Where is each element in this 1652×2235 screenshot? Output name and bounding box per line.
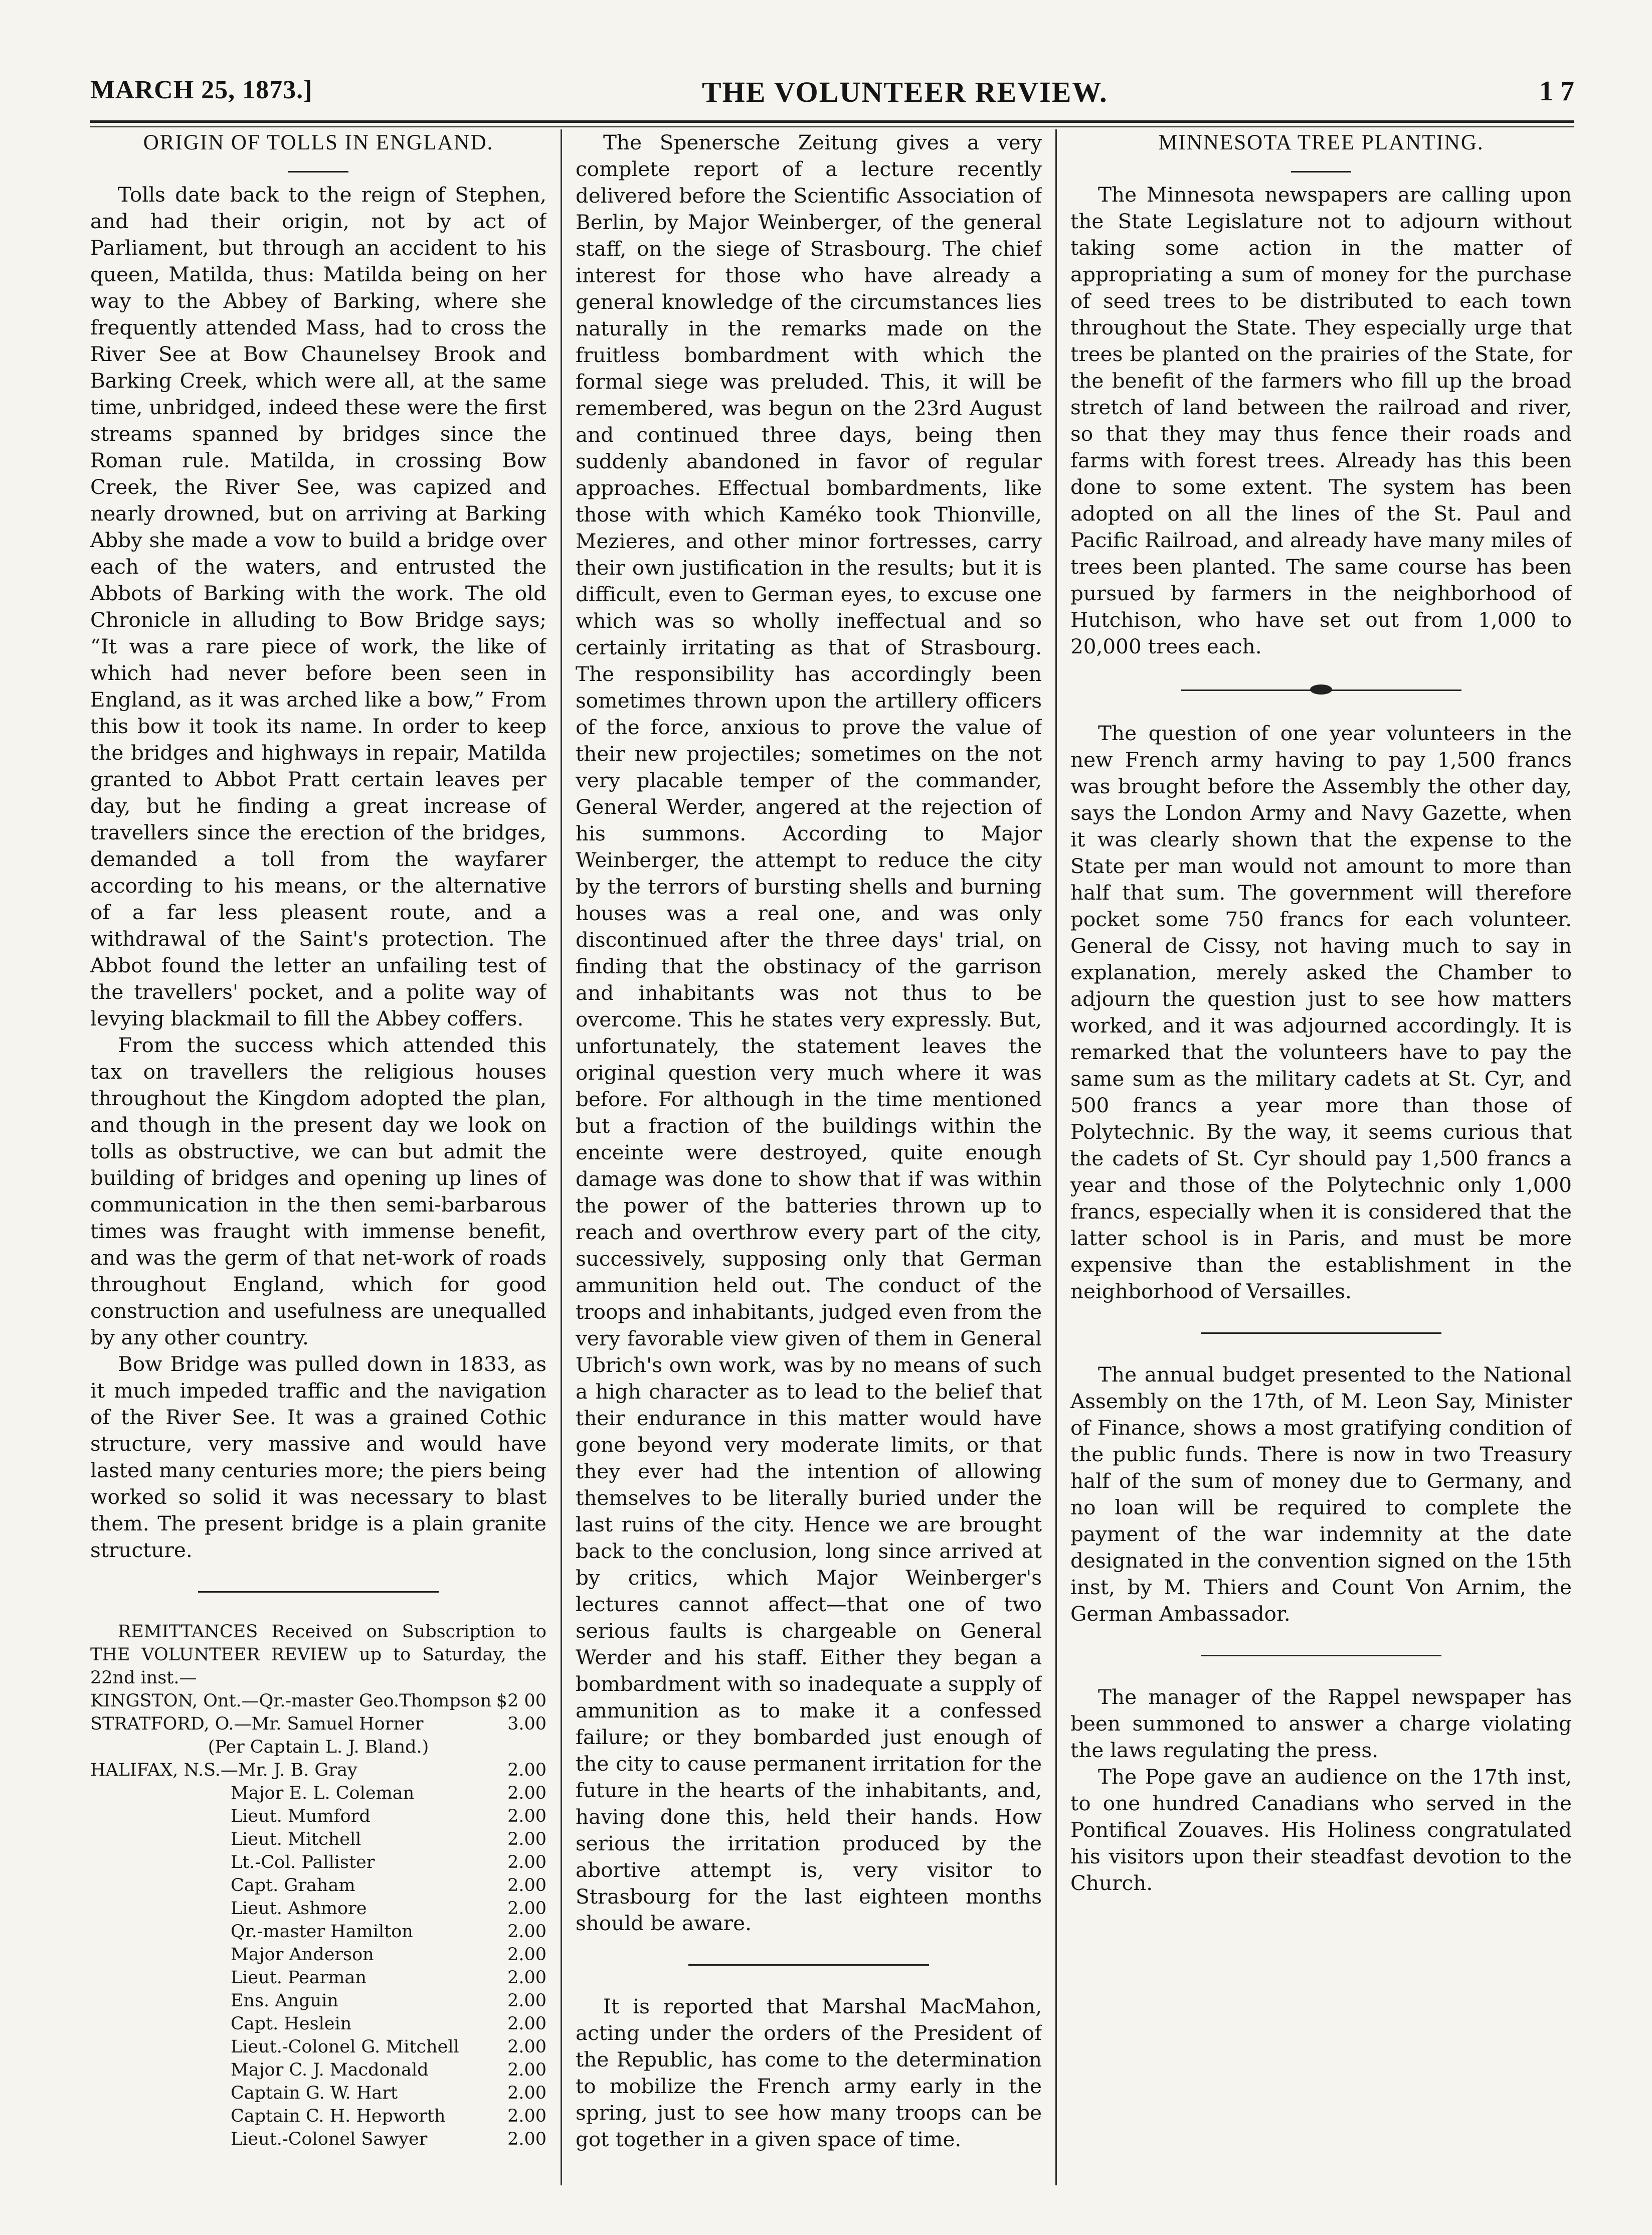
section-separator — [1201, 1332, 1441, 1334]
remittance-amount: 3.00 — [507, 1714, 546, 1734]
remittance-amount: 2.00 — [507, 2060, 546, 2080]
section-separator — [198, 1591, 439, 1593]
remittance-name: Lieut.-Colonel Sawyer — [231, 2129, 428, 2149]
remittance-line — [90, 1689, 546, 1712]
remittance-line — [90, 1920, 546, 1943]
remittance-name: Major E. L. Coleman — [231, 1783, 415, 1803]
article-paragraph: Bow Bridge was pulled down in 1833, as it much impeded traffic and the navigation of the River See. It was a grained Cothic structure, very massive and would have lasted many centuries more; the piers being worked so solid it was necessary to blast them. The present bridge is a plain granite structure. — [90, 1352, 546, 1562]
section-separator — [688, 1964, 929, 1966]
article-paragraph: The manager of the Rappel newspaper has been summoned to answer a charge violating the laws regulating the press. — [1070, 1685, 1572, 1762]
remittance-name: Lieut. Ashmore — [231, 1899, 367, 1919]
masthead — [90, 60, 1574, 125]
remittance-name: Capt. Heslein — [231, 2014, 352, 2034]
article-paragraph-macmahon: It is reported that Marshal MacMahon, acting under the orders of the President of the Republic, has come to the determination to mobilize the French army early in the spring, just to see how many troops can be got together in a given space of time. — [576, 1994, 1042, 2151]
remittance-amount: 2.00 — [507, 2129, 546, 2149]
remittance-name: Lieut.-Colonel G. Mitchell — [231, 2037, 459, 2057]
remittance-name: KINGSTON, Ont.—Qr.-master Geo.Thompson — [90, 1691, 492, 1711]
column-divider — [1055, 129, 1057, 2185]
column-2 — [576, 129, 1042, 2180]
remittance-amount: 2.00 — [507, 2083, 546, 2103]
header-rule — [90, 120, 1574, 123]
remittance-amount: 2.00 — [507, 1922, 546, 1942]
heading-rule — [288, 171, 348, 173]
remittance-name: HALIFAX, N.S.—Mr. J. B. Gray — [90, 1760, 357, 1780]
column-3 — [1070, 129, 1572, 2180]
remittance-name: Captain G. W. Hart — [231, 2083, 398, 2103]
remittances-heading: REMITTANCES Received on Subscription to THE VOLUNTEER REVIEW up to Saturday, the 22nd inst.— — [90, 1622, 546, 1688]
remittance-line — [90, 2128, 546, 2151]
newspaper-title: THE VOLUNTEER REVIEW. — [702, 76, 1108, 108]
remittance-amount: 2.00 — [507, 1991, 546, 2011]
article-paragraph: The annual budget presented to the National Assembly on the 17th, of M. Leon Say, Minister of Finance, shows a most gratifying condition of the public funds. There is now in two Treasury half of the sum of money due to Germany, and no loan will be required to complete the payment of the war indemnity at the date designated in the convention signed on the 15th inst, by M. Thiers and Count Von Arnim, the German Ambassador. — [1070, 1362, 1572, 1626]
remittance-amount: 2.00 — [507, 2106, 546, 2126]
header-rule-thin — [90, 126, 1574, 127]
article-heading-tolls: ORIGIN OF TOLLS IN ENGLAND. — [143, 131, 494, 154]
remittance-amount: 2.00 — [507, 1829, 546, 1849]
remittance-amount: 2.00 — [507, 1899, 546, 1919]
remittance-amount: 2.00 — [507, 1852, 546, 1872]
remittance-line — [90, 1943, 546, 1966]
remittance-name: Capt. Graham — [231, 1875, 355, 1896]
remittance-line — [90, 1851, 546, 1874]
article-paragraph-strasbourg: The Spenersche Zeitung gives a very complete report of a lecture recently delivered before the Scientific Association of Berlin, by Major Weinberger, of the general staff, on the siege of Strasbourg. The chief interest for those who have already a general knowledge of the circumstances lies naturally in the remarks made on the fruitless bombardment with which the formal siege was preluded. This, it will be remembered, was begun on the 23rd August and continued three days, being then suddenly abandoned in favor of regular approaches. Effectual bombardments, like those with which Kaméko took Thionville, Mezieres, and other minor fortresses, carry their own justification in the results; but it is difficult, even to German eyes, to excuse one which was so wholly ineffectual and so certainly irritating as that of Strasbourg. The responsibility has accordingly been sometimes thrown upon the artillery officers of the force, anxious to prove the value of their new projectiles; sometimes on the not very placable temper of the commander, General Werder, angered at the rejection of his summons. According to Major Weinberger, the attempt to reduce the city by the terrors of bursting shells and burning houses was a real one, and was only discontinued after the three days' trial, on finding that the obstinacy of the garrison and inhabitants was not thus to be overcome. This he states very expressly. But, unfortunately, the statement leaves the original question very much where it was before. For although in the time mentioned but a fraction of the buildings within the enceinte were destroyed, quite enough damage was done to show that if was within the power of the batteries thrown up to reach and overthrow every part of the city, successively, supposing only that German ammunition held out. The conduct of the troops and inhabitants, judged even from the very favorable view given of them in General Ubrich's own work, was by no means of such a high character as to lead to the belief that their endurance in this matter would have gone beyond very moderate limits, or that they ever had the intention of allowing themselves to be literally buried under the last ruins of the city. Hence we are brought back to the conclusion, long since arrived at by critics, which Major Weinberger's lectures cannot affect—that one of two serious faults is chargeable on General Werder and his staff. Either they began a bombardment with so inadequate a supply of ammunition as to make it a confessed failure; or they bombarded just enough of the city to cause permanent irritation for the future in the hearts of the inhabitants, and, having done this, held their hands. How serious the irritation produced by the abortive attempt is, very visitor to Strasbourg for the last eighteen months should be aware. — [576, 130, 1042, 1935]
remittance-line — [90, 1828, 546, 1851]
remittance-note: (Per Captain L. J. Bland.) — [208, 1737, 429, 1757]
remittance-line — [90, 1805, 546, 1828]
remittance-line — [90, 2058, 546, 2082]
remittance-name: Qr.-master Hamilton — [231, 1922, 413, 1942]
remittance-name: Lieut. Mumford — [231, 1806, 371, 1826]
remittance-amount: 2.00 — [507, 2014, 546, 2034]
article-paragraph: The Pope gave an audience on the 17th inst, to one hundred Canadians who served in the Pontifical Zouaves. His Holiness congratulated his visitors upon their steadfast devotion to the Church. — [1070, 1765, 1572, 1895]
section-separator — [1201, 1655, 1441, 1656]
remittance-line — [90, 1782, 546, 1805]
remittance-amount: $2 00 — [496, 1691, 546, 1711]
remittance-name: Ens. Anguin — [231, 1991, 338, 2011]
remittance-line — [90, 1759, 546, 1782]
remittance-name: Lieut. Pearman — [231, 1968, 366, 1988]
remittance-list — [90, 1782, 546, 2151]
remittance-line — [90, 1874, 546, 1897]
column-divider — [561, 129, 562, 2185]
remittance-amount: 2.00 — [507, 1945, 546, 1965]
remittance-line — [90, 2035, 546, 2058]
remittance-line — [90, 1712, 546, 1736]
section-separator — [1181, 687, 1461, 693]
article-paragraph: From the success which attended this tax on travellers the religious houses throughout the Kingdom adopted the plan, and though in the present day we look on tolls as obstructive, we can but admit the building of bridges and opening up lines of communication in the then semi-barbarous times was fraught with immense benefit, and was the germ of that net-work of roads throughout England, which for good construction and usefulness are unequalled by any other country. — [90, 1033, 546, 1349]
page-number: 1 7 — [1539, 76, 1574, 107]
remittance-amount: 2.00 — [507, 2037, 546, 2057]
remittance-amount: 2.00 — [507, 1968, 546, 1988]
remittance-amount: 2.00 — [507, 1760, 546, 1780]
remittance-line — [90, 1989, 546, 2012]
remittance-name: Lieut. Mitchell — [231, 1829, 361, 1849]
remittance-line — [90, 1966, 546, 1989]
article-paragraph: The Minnesota newspapers are calling upon the State Legislature not to adjourn without taking some action in the matter of appropriating a sum of money for the purchase of seed trees to be distributed to each town throughout the State. They especially urge that trees be planted on the prairies of the State, for the benefit of the farmers who fill up the broad stretch of land between the railroad and river, so that they may thus fence their roads and farms with forest trees. Already has this been done to some extent. The system has been adopted on all the lines of the St. Paul and Pacific Railroad, and already have many miles of trees been planted. The same course has been pursued by farmers in the neighborhood of Hutchison, who have set out from 1,000 to 20,000 trees each. — [1070, 183, 1572, 658]
remittance-name: STRATFORD, O.—Mr. Samuel Horner — [90, 1714, 424, 1734]
remittance-line — [90, 2082, 546, 2105]
issue-date: MARCH 25, 1873.] — [90, 76, 313, 104]
remittance-amount: 2.00 — [507, 1806, 546, 1826]
remittance-line — [90, 2105, 546, 2128]
remittance-amount: 2.00 — [507, 1783, 546, 1803]
remittance-line — [90, 2012, 546, 2035]
article-heading-minnesota: MINNESOTA TREE PLANTING. — [1158, 131, 1484, 154]
remittance-name: Major Anderson — [231, 1945, 374, 1965]
remittance-name: Major C. J. Macdonald — [231, 2060, 429, 2080]
article-paragraph: Tolls date back to the reign of Stephen, and had their origin, not by act of Parliament, but through an accident to his queen, Matilda, thus: Matilda being on her way to the Abbey of Barking, where she frequently attended Mass, had to cross the River See at Bow Chaunelsey Brook and Barking Creek, which were all, at the same time, unbridged, indeed these were the first streams spanned by bridges since the Roman rule. Matilda, in crossing Bow Creek, the River See, was capized and nearly drowned, but on arriving at Barking Abby she made a vow to build a bridge over each of the waters, and entrusted the Abbots of Barking with the work. The old Chronicle in alluding to Bow Bridge says; “It was a rare piece of work, the like of which had never before been seen in England, as it was arched like a bow,” From this bow it took its name. In order to keep the bridges and highways in repair, Matilda granted to Abbot Pratt certain leaves per day, but he finding a great increase of travellers since the erection of the bridges, demanded a toll from the wayfarer according to his means, or the alternative of a far less pleasent route, and a withdrawal of the Saint's protection. The Abbot found the letter an unfailing test of the travellers' pocket, and a polite way of levying blackmail to fill the Abbey coffers. — [90, 183, 546, 1030]
article-paragraph: The question of one year volunteers in the new French army having to pay 1,500 francs was brought before the Assembly the other day, says the London Army and Navy Gazette, when it was clearly shown that the expense to the State per man would not amount to more than half that sum. The government will therefore pocket some 750 francs for each volunteer. General de Cissy, not having much to say in explanation, merely asked the Chamber to adjourn the question just to see how matters worked, and it was adjourned accordingly. It is remarked that the volunteers have to pay the same sum as the military cadets at St. Cyr, and 500 francs a year more than those of Polytechnic. By the way, it seems curious that the cadets of St. Cyr should pay 1,500 francs a year and those of the Polytechnic only 1,000 francs, especially when it is considered that the latter school is in Paris, and must be more expensive than the establishment in the neighborhood of Versailles. — [1070, 721, 1572, 1303]
heading-rule — [1291, 171, 1351, 173]
remittance-amount: 2.00 — [507, 1875, 546, 1896]
column-1 — [90, 129, 546, 2180]
remittance-line — [90, 1897, 546, 1920]
remittance-name: Captain C. H. Hepworth — [231, 2106, 446, 2126]
remittance-name: Lt.-Col. Pallister — [231, 1852, 375, 1872]
